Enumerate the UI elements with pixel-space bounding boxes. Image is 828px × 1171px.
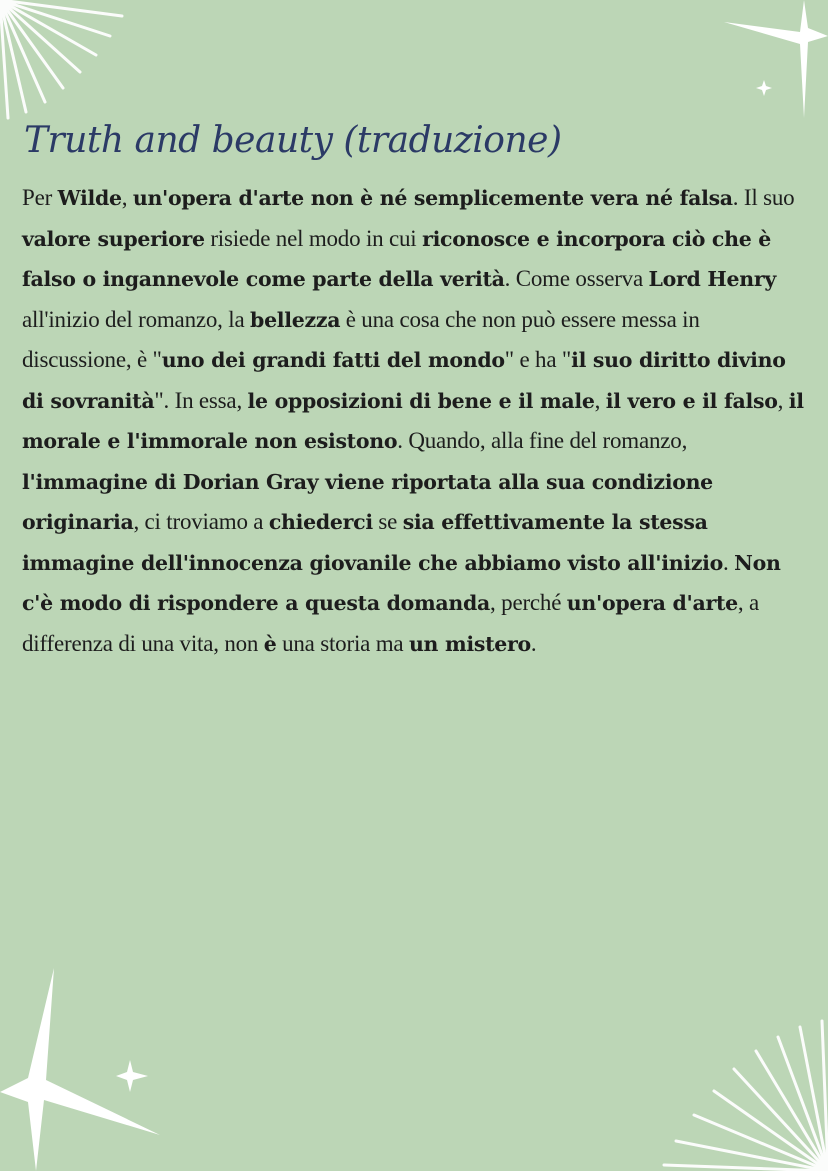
emphasis-text: chiederci	[268, 510, 373, 534]
emphasis-text: valore superiore	[22, 226, 205, 251]
sparkle-bottom-left-icon	[0, 960, 190, 1171]
sunburst-bottom-right-icon	[660, 1015, 828, 1171]
body-text-run: .	[723, 549, 735, 575]
body-text-run: . Come osserva	[504, 266, 649, 291]
emphasis-text: riconosce e incorpora ciò che è falso o ingannevole come parte della verità	[22, 226, 772, 291]
body-text-run: " e ha "	[504, 347, 572, 372]
body-text-run: se	[372, 509, 403, 534]
body-text-run: all'inizio del romanzo, la	[22, 306, 251, 332]
emphasis-text: Wilde	[57, 186, 122, 210]
body-paragraph	[22, 178, 812, 664]
emphasis-text: sia effettivamente la stessa immagine dell'innocenza giovanile che abbiamo visto all'inizio	[22, 510, 724, 575]
body-text-run: risiede nel modo in cui	[204, 225, 423, 251]
body-text-run: . Il suo	[732, 185, 795, 210]
emphasis-text: Lord Henry	[648, 267, 776, 291]
emphasis-text: bellezza	[250, 307, 341, 332]
emphasis-text: il suo diritto divino di sovranità	[22, 348, 786, 413]
sparkle-top-right-icon	[700, 0, 828, 130]
body-text-run: ". In essa,	[154, 387, 248, 413]
body-text-run: una storia ma	[276, 630, 409, 656]
body-text-run: , perché	[490, 590, 567, 615]
body-text-run: ,	[121, 185, 133, 210]
emphasis-text: Non c'è modo di rispondere a questa domanda	[22, 550, 781, 615]
body-text-run: , ci troviamo a	[133, 509, 269, 534]
sunburst-top-left-icon	[0, 0, 140, 130]
emphasis-text: le opposizioni di bene e il male	[247, 388, 595, 413]
page-title: Truth and beauty (traduzione)	[24, 120, 562, 161]
emphasis-text: un mistero	[408, 631, 531, 656]
emphasis-text: il morale e l'immorale non esistono	[22, 388, 804, 453]
emphasis-text: è	[263, 631, 277, 656]
body-text-run: . Quando, alla fine del romanzo,	[397, 428, 688, 453]
body-text-run: ,	[777, 387, 789, 413]
emphasis-text: l'immagine di Dorian Gray viene riportata alla sua condizione originaria	[22, 469, 713, 534]
emphasis-text: il vero e il falso	[605, 388, 778, 413]
body-text-run: .	[530, 630, 537, 656]
emphasis-text: uno dei grandi fatti del mondo	[161, 348, 505, 372]
body-text-run: , a differenza di una vita, non	[22, 590, 759, 656]
body-text-run: è una cosa che non può essere messa in discussione, è "	[22, 306, 700, 372]
emphasis-text: un'opera d'arte	[566, 591, 738, 615]
emphasis-text: un'opera d'arte non è né semplicemente vera né falsa	[132, 186, 733, 210]
body-text-run: ,	[594, 387, 606, 413]
body-text-run: Per	[22, 185, 58, 210]
